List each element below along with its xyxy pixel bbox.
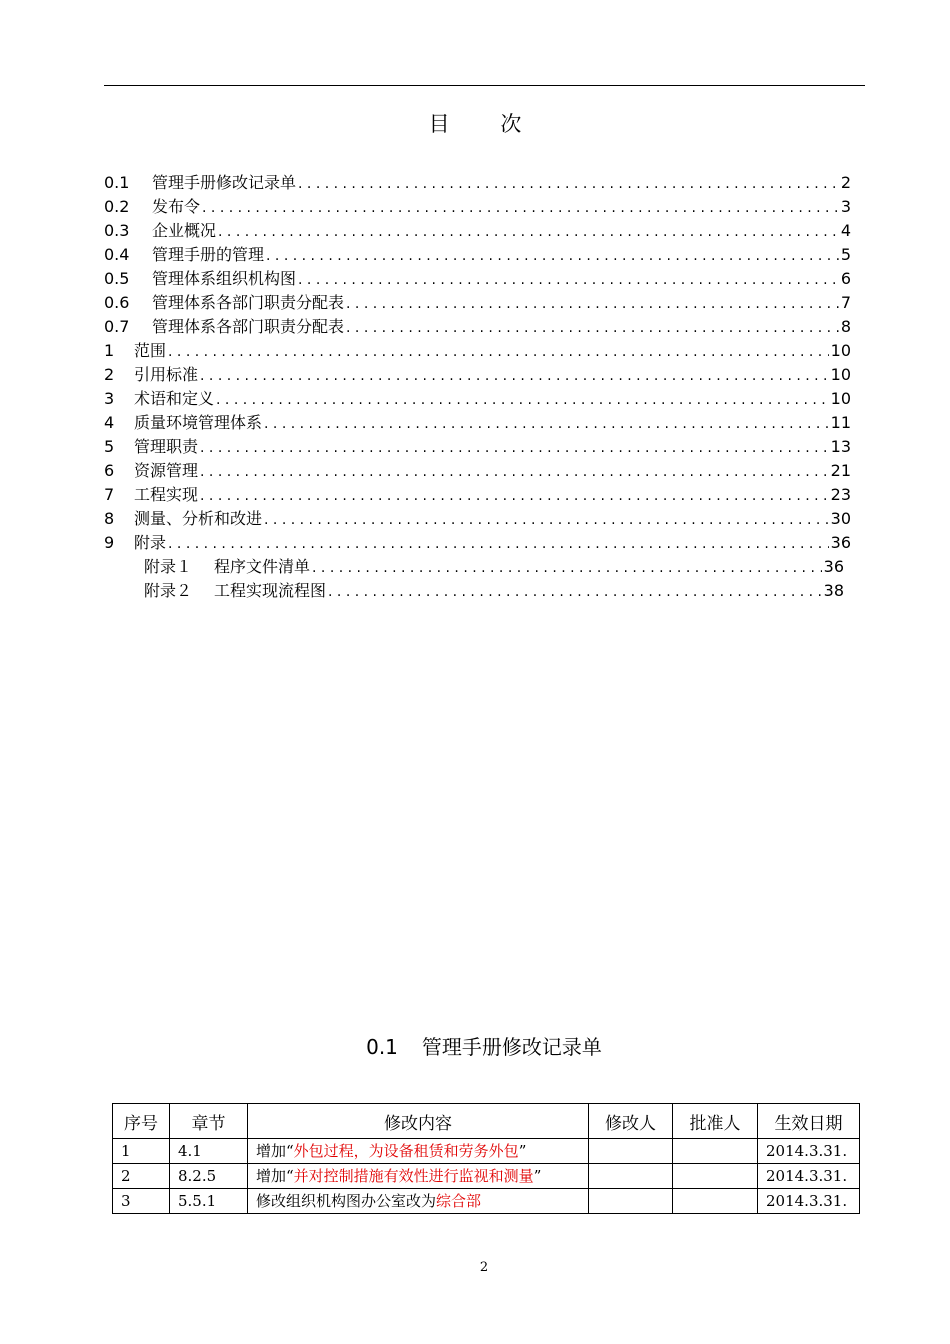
toc-leader-dots <box>168 340 829 364</box>
toc-entry[interactable] <box>104 339 851 363</box>
toc-entry-number: 0.2 <box>104 197 130 216</box>
cell-content <box>248 1164 589 1189</box>
table-row <box>113 1164 860 1189</box>
toc-entry[interactable] <box>104 195 851 219</box>
toc-entry-title: 测量、分析和改进 <box>134 509 263 528</box>
toc-entry-title: 发布令 <box>152 197 201 216</box>
toc-entry-page: 21 <box>830 461 851 480</box>
toc-entry-page: 10 <box>830 365 851 384</box>
toc-entry-number: 0.6 <box>104 293 130 312</box>
toc-entry[interactable] <box>104 171 851 195</box>
toc-entry[interactable] <box>104 483 851 507</box>
column-header-seq: 序号 <box>113 1104 170 1139</box>
toc-entry-number: 0.7 <box>104 317 130 336</box>
cell-modifier <box>589 1139 673 1164</box>
cell-chapter: 8.2.5 <box>170 1164 248 1189</box>
toc-leader-dots <box>200 460 829 484</box>
toc-entry-page: 30 <box>830 509 851 528</box>
toc-entry[interactable] <box>104 387 851 411</box>
toc-entry-page: 10 <box>830 341 851 360</box>
toc-entry-title: 质量环境管理体系 <box>134 413 263 432</box>
toc-entry-number: 9 <box>104 533 115 552</box>
toc-entry[interactable] <box>104 507 851 531</box>
cell-approver <box>673 1189 758 1214</box>
toc-entry-page: 36 <box>830 533 851 552</box>
toc-entry-title: 企业概况 <box>152 221 217 240</box>
toc-title: 目 次 <box>428 112 544 136</box>
page-number: 2 <box>479 1260 489 1275</box>
toc-entry-page: 13 <box>830 437 851 456</box>
cell-approver <box>673 1139 758 1164</box>
section-title-text: 管理手册修改记录单 <box>421 1035 602 1059</box>
cell-date: 2014.3.31. <box>758 1139 860 1164</box>
content-prefix: 增加“ <box>256 1167 294 1185</box>
toc-entry-number: 0.5 <box>104 269 130 288</box>
toc-entry-title: 管理手册修改记录单 <box>152 173 297 192</box>
content-prefix: 增加“ <box>256 1142 294 1160</box>
toc-entry-title: 工程实现 <box>134 485 199 504</box>
section-heading <box>0 1031 950 1060</box>
toc-entry[interactable] <box>104 243 851 267</box>
toc-entry-page: 38 <box>823 581 844 600</box>
toc-sub-entry[interactable] <box>104 555 844 579</box>
column-header-approver: 批准人 <box>673 1104 758 1139</box>
toc-leader-dots <box>298 268 839 292</box>
toc-entry-page: 4 <box>840 221 851 240</box>
content-highlight: 并对控制措施有效性进行监视和测量 <box>293 1167 534 1185</box>
toc-entry-number: 8 <box>104 509 115 528</box>
toc-entry-title: 附录 <box>134 533 167 552</box>
cell-seq: 3 <box>113 1189 170 1214</box>
toc-entry-title: 范围 <box>134 341 167 360</box>
toc-leader-dots <box>264 412 829 436</box>
toc-leader-dots <box>200 436 829 460</box>
toc-entry-number: 附录１ <box>144 557 193 576</box>
toc-entry[interactable] <box>104 219 851 243</box>
toc-entry[interactable] <box>104 291 851 315</box>
cell-approver <box>673 1164 758 1189</box>
toc-leader-dots <box>312 556 822 580</box>
toc-entry-title: 程序文件清单 <box>214 557 311 576</box>
toc-entry-page: 23 <box>830 485 851 504</box>
toc-leader-dots <box>202 196 839 220</box>
toc-entry-page: 6 <box>840 269 851 288</box>
toc-leader-dots <box>218 220 839 244</box>
toc-entry-number: 0.4 <box>104 245 130 264</box>
toc-leader-dots <box>168 532 829 556</box>
toc-entry-title: 管理体系各部门职责分配表 <box>152 293 345 312</box>
section-number: 0.1 <box>366 1035 398 1059</box>
content-prefix: 修改组织机构图办公室改为 <box>256 1192 437 1210</box>
cell-content <box>248 1189 589 1214</box>
toc-entry-number: 3 <box>104 389 115 408</box>
toc-entry-number: 4 <box>104 413 115 432</box>
toc-leader-dots <box>346 316 839 340</box>
toc-entry-page: 7 <box>840 293 851 312</box>
toc-entry-number: 附录２ <box>144 581 193 600</box>
toc-entry[interactable] <box>104 267 851 291</box>
cell-date: 2014.3.31. <box>758 1164 860 1189</box>
column-header-modifier: 修改人 <box>589 1104 673 1139</box>
toc-entry-page: 11 <box>830 413 851 432</box>
toc-entry-title: 管理职责 <box>134 437 199 456</box>
toc-entry-title: 工程实现流程图 <box>214 581 327 600</box>
table-row <box>113 1139 860 1164</box>
toc-entry-page: 8 <box>840 317 851 336</box>
cell-seq: 1 <box>113 1139 170 1164</box>
header-rule <box>104 85 865 86</box>
toc-entry-number: 0.3 <box>104 221 130 240</box>
toc-entry[interactable] <box>104 315 851 339</box>
toc-entry-number: 1 <box>104 341 115 360</box>
cell-modifier <box>589 1189 673 1214</box>
toc-leader-dots <box>200 364 829 388</box>
content-highlight: 综合部 <box>436 1192 482 1210</box>
toc-entry-page: 10 <box>830 389 851 408</box>
toc-leader-dots <box>200 484 829 508</box>
content-highlight: 外包过程，为设备租赁和劳务外包 <box>293 1142 519 1160</box>
content-suffix: ” <box>518 1142 527 1160</box>
cell-chapter: 4.1 <box>170 1139 248 1164</box>
toc-entry-page: 3 <box>840 197 851 216</box>
column-header-chapter: 章节 <box>170 1104 248 1139</box>
toc-entry-page: 2 <box>840 173 851 192</box>
content-suffix: ” <box>533 1167 542 1185</box>
toc-entry-number: 0.1 <box>104 173 130 192</box>
toc-entry-number: 2 <box>104 365 115 384</box>
toc-entry-page: 36 <box>823 557 844 576</box>
toc-entry-title: 管理体系组织机构图 <box>152 269 297 288</box>
toc-sub-entry[interactable] <box>104 579 844 603</box>
cell-date: 2014.3.31. <box>758 1189 860 1214</box>
toc-entry-title: 管理手册的管理 <box>152 245 265 264</box>
toc-leader-dots <box>328 580 822 604</box>
toc-entry-number: 6 <box>104 461 115 480</box>
toc-entry[interactable] <box>104 459 851 483</box>
toc-leader-dots <box>346 292 839 316</box>
toc-entry-page: 5 <box>840 245 851 264</box>
revision-record-table <box>112 1103 860 1214</box>
table-row <box>113 1189 860 1214</box>
cell-content <box>248 1139 589 1164</box>
cell-seq: 2 <box>113 1164 170 1189</box>
toc-entry[interactable] <box>104 363 851 387</box>
toc-entry-title: 资源管理 <box>134 461 199 480</box>
table-header-row <box>113 1104 860 1139</box>
toc-entry[interactable] <box>104 531 851 555</box>
toc-entry[interactable] <box>104 435 851 459</box>
toc-entry-title: 术语和定义 <box>134 389 215 408</box>
toc-entry-title: 引用标准 <box>134 365 199 384</box>
toc-leader-dots <box>216 388 829 412</box>
cell-chapter: 5.5.1 <box>170 1189 248 1214</box>
cell-modifier <box>589 1164 673 1189</box>
toc-leader-dots <box>266 244 839 268</box>
table-of-contents <box>104 171 851 603</box>
column-header-content: 修改内容 <box>248 1104 589 1139</box>
toc-entry-number: 7 <box>104 485 115 504</box>
toc-entry-title: 管理体系各部门职责分配表 <box>152 317 345 336</box>
toc-leader-dots <box>298 172 839 196</box>
toc-entry-number: 5 <box>104 437 115 456</box>
column-header-date: 生效日期 <box>758 1104 860 1139</box>
toc-leader-dots <box>264 508 829 532</box>
toc-entry[interactable] <box>104 411 851 435</box>
